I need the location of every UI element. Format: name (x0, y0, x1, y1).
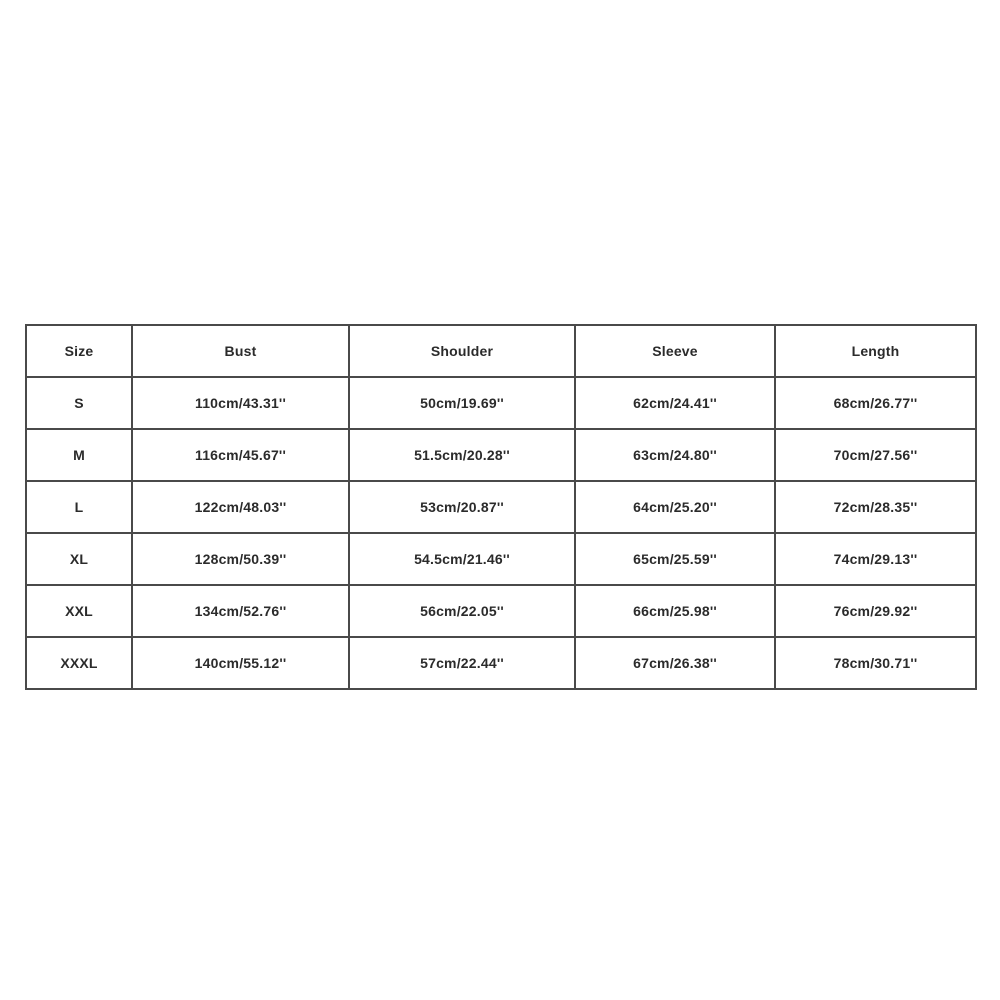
cell-shoulder: 53cm/20.87'' (349, 481, 575, 533)
cell-length: 74cm/29.13'' (775, 533, 976, 585)
cell-size: S (26, 377, 132, 429)
header-shoulder: Shoulder (349, 325, 575, 377)
cell-size: L (26, 481, 132, 533)
header-bust: Bust (132, 325, 349, 377)
cell-length: 68cm/26.77'' (775, 377, 976, 429)
cell-size: XXL (26, 585, 132, 637)
cell-size: XXXL (26, 637, 132, 689)
header-row (26, 325, 976, 377)
cell-size: M (26, 429, 132, 481)
table-row (26, 429, 976, 481)
cell-length: 70cm/27.56'' (775, 429, 976, 481)
cell-bust: 110cm/43.31'' (132, 377, 349, 429)
cell-sleeve: 66cm/25.98'' (575, 585, 775, 637)
cell-bust: 134cm/52.76'' (132, 585, 349, 637)
cell-shoulder: 54.5cm/21.46'' (349, 533, 575, 585)
header-length: Length (775, 325, 976, 377)
cell-sleeve: 62cm/24.41'' (575, 377, 775, 429)
cell-length: 76cm/29.92'' (775, 585, 976, 637)
header-size: Size (26, 325, 132, 377)
cell-shoulder: 56cm/22.05'' (349, 585, 575, 637)
cell-shoulder: 50cm/19.69'' (349, 377, 575, 429)
cell-bust: 116cm/45.67'' (132, 429, 349, 481)
table-row (26, 585, 976, 637)
table-row (26, 481, 976, 533)
cell-size: XL (26, 533, 132, 585)
cell-bust: 128cm/50.39'' (132, 533, 349, 585)
table-row (26, 637, 976, 689)
header-sleeve: Sleeve (575, 325, 775, 377)
cell-length: 72cm/28.35'' (775, 481, 976, 533)
cell-sleeve: 63cm/24.80'' (575, 429, 775, 481)
cell-sleeve: 65cm/25.59'' (575, 533, 775, 585)
cell-shoulder: 51.5cm/20.28'' (349, 429, 575, 481)
cell-length: 78cm/30.71'' (775, 637, 976, 689)
cell-sleeve: 64cm/25.20'' (575, 481, 775, 533)
cell-bust: 140cm/55.12'' (132, 637, 349, 689)
table-row (26, 377, 976, 429)
cell-sleeve: 67cm/26.38'' (575, 637, 775, 689)
table-row (26, 533, 976, 585)
cell-shoulder: 57cm/22.44'' (349, 637, 575, 689)
size-chart-table (25, 324, 977, 690)
cell-bust: 122cm/48.03'' (132, 481, 349, 533)
